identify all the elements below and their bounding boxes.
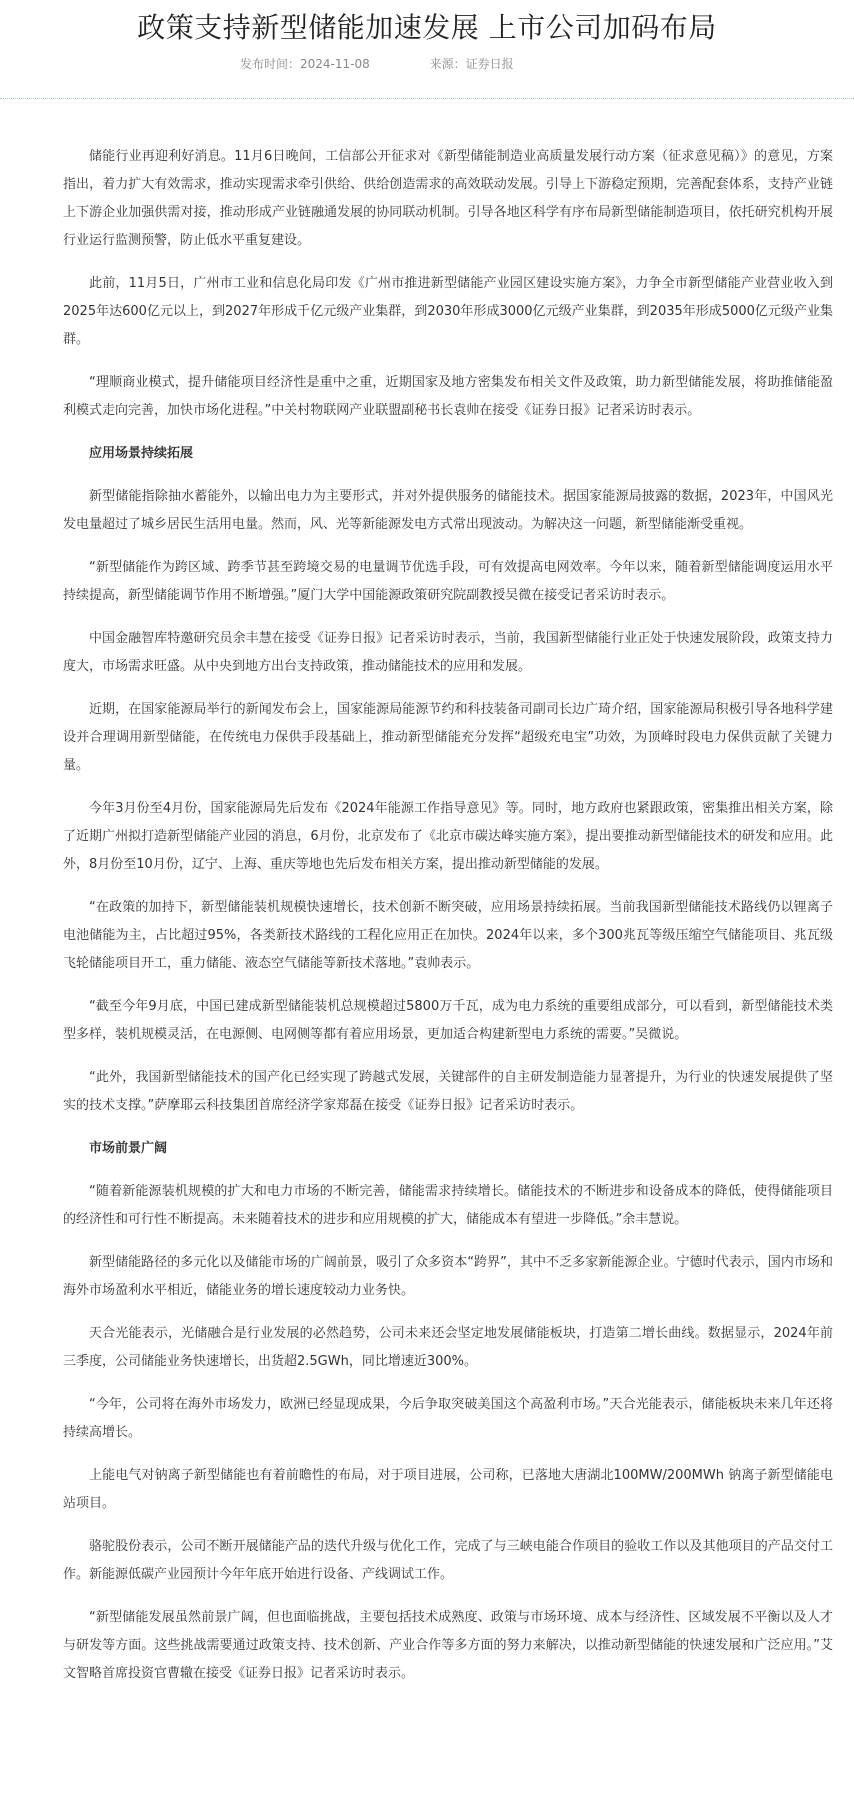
publish-time (240, 56, 370, 72)
article-title: 政策支持新型储能加速发展 上市公司加码布局 (137, 11, 717, 44)
publish-time-label: 发布时间： (240, 57, 301, 71)
section-heading: 应用场景持续拓展 (89, 446, 194, 461)
paragraph: 中国金融智库特邀研究员余丰慧在接受《证券日报》记者采访时表示，当前，我国新型储能行业正处于快速发展阶段，政策支持力度大，市场需求旺盛。从中央到地方出台支持政策，推动储能技术的应用和发展。 (63, 631, 833, 674)
paragraph: “新型储能发展虽然前景广阔，但也面临挑战，主要包括技术成熟度、政策与市场环境、成本与经济性、区域发展不平衡以及人才与研发等方面。这些挑战需要通过政策支持、技术创新、产业合作等多方面的努力来解决，以推动新型储能的快速发展和广泛应用。”艾文智略首席投资官曹辙在接受《证券日报》记者采访时表示。 (63, 1610, 833, 1681)
header-divider (0, 98, 854, 99)
paragraph: “今年，公司将在海外市场发力，欧洲已经显现成果，今后争取突破美国这个高盈利市场。”天合光能表示，储能板块未来几年还将持续高增长。 (63, 1397, 833, 1440)
paragraph: 新型储能路径的多元化以及储能市场的广阔前景，吸引了众多资本“跨界”，其中不乏多家新能源企业。宁德时代表示，国内市场和海外市场盈利水平相近，储能业务的增长速度较动力业务快。 (63, 1255, 833, 1298)
paragraph: 骆驼股份表示，公司不断开展储能产品的迭代升级与优化工作，完成了与三峡电能合作项目的验收工作以及其他项目的产品交付工作。新能源低碳产业园预计今年年底开始进行设备、产线调试工作。 (63, 1539, 833, 1582)
source-label: 来源： (429, 57, 466, 71)
paragraph: 储能行业再迎利好消息。11月6日晚间，工信部公开征求对《新型储能制造业高质量发展行动方案（征求意见稿）》的意见，方案指出，着力扩大有效需求，推动实现需求牵引供给、供给创造需求的高效联动发展。引导上下游稳定预期，完善配套体系，支持产业链上下游企业加强供需对接，推动形成产业链融通发展的协同联动机制。引导各地区科学有序布局新型储能制造项目，依托研究机构开展行业运行监测预警，防止低水平重复建设。 (63, 149, 833, 248)
paragraph: “理顺商业模式，提升储能项目经济性是重中之重，近期国家及地方密集发布相关文件及政策，助力新型储能发展，将助推储能盈利模式走向完善，加快市场化进程。”中关村物联网产业联盟副秘书长袁帅在接受《证券日报》记者采访时表示。 (63, 375, 833, 418)
article-header (0, 0, 854, 100)
paragraph: 此前，11月5日，广州市工业和信息化局印发《广州市推进新型储能产业园区建设实施方案》，力争全市新型储能产业营业收入到2025年达600亿元以上，到2027年形成千亿元级产业集群，到2030年形成3000亿元级产业集群，到2035年形成5000亿元级产业集群。 (63, 276, 833, 347)
paragraph: 新型储能指除抽水蓄能外，以输出电力为主要形式，并对外提供服务的储能技术。据国家能源局披露的数据，2023年，中国风光发电量超过了城乡居民生活用电量。然而，风、光等新能源发电方式常出现波动。为解决这一问题，新型储能渐受重视。 (63, 489, 833, 532)
publish-time-value: 2024-11-08 (300, 57, 370, 71)
article-body (63, 143, 833, 1703)
paragraph: 近期，在国家能源局举行的新闻发布会上，国家能源局能源节约和科技装备司副司长边广琦介绍，国家能源局积极引导各地科学建设并合理调用新型储能，在传统电力保供手段基础上，推动新型储能充分发挥“超级充电宝”功效，为顶峰时段电力保供贡献了关键力量。 (63, 702, 833, 773)
paragraph: “在政策的加持下，新型储能装机规模快速增长，技术创新不断突破，应用场景持续拓展。当前我国新型储能技术路线仍以锂离子电池储能为主，占比超过95%，各类新技术路线的工程化应用正在加快。2024年以来，多个300兆瓦等级压缩空气储能项目、兆瓦级飞轮储能项目开工，重力储能、液态空气储能等新技术落地。”袁帅表示。 (63, 900, 833, 971)
paragraph: 今年3月份至4月份，国家能源局先后发布《2024年能源工作指导意见》等。同时，地方政府也紧跟政策，密集推出相关方案，除了近期广州拟打造新型储能产业园的消息，6月份，北京发布了《北京市碳达峰实施方案》，提出要推动新型储能技术的研发和应用。此外，8月份至10月份，辽宁、上海、重庆等地也先后发布相关方案，提出推动新型储能的发展。 (63, 801, 833, 872)
paragraph: 天合光能表示，光储融合是行业发展的必然趋势，公司未来还会坚定地发展储能板块，打造第二增长曲线。数据显示，2024年前三季度，公司储能业务快速增长，出货超2.5GWh，同比增速近300%。 (63, 1326, 833, 1369)
section-heading: 市场前景广阔 (89, 1141, 168, 1156)
paragraph: 上能电气对钠离子新型储能也有着前瞻性的布局，对于项目进展，公司称，已落地大唐湖北100MW/200MWh 钠离子新型储能电站项目。 (63, 1468, 833, 1511)
paragraph: “此外，我国新型储能技术的国产化已经实现了跨越式发展，关键部件的自主研发制造能力显著提升，为行业的快速发展提供了坚实的技术支撑。”萨摩耶云科技集团首席经济学家郑磊在接受《证券日报》记者采访时表示。 (63, 1070, 833, 1113)
article-source (430, 56, 514, 72)
paragraph: “新型储能作为跨区域、跨季节甚至跨境交易的电量调节优选手段，可有效提高电网效率。今年以来，随着新型储能调度运用水平持续提高，新型储能调节作用不断增强。”厦门大学中国能源政策研究院副教授吴微在接受记者采访时表示。 (63, 560, 833, 603)
paragraph: “随着新能源装机规模的扩大和电力市场的不断完善，储能需求持续增长。储能技术的不断进步和设备成本的降低，使得储能项目的经济性和可行性不断提高。未来随着技术的进步和应用规模的扩大，储能成本有望进一步降低。”余丰慧说。 (63, 1184, 833, 1227)
article-meta (240, 56, 514, 72)
paragraph: “截至今年9月底，中国已建成新型储能装机总规模超过5800万千瓦，成为电力系统的重要组成部分，可以看到，新型储能技术类型多样，装机规模灵活，在电源侧、电网侧等都有着应用场景，更加适合构建新型电力系统的需要。”吴微说。 (63, 999, 833, 1042)
source-value: 证券日报 (465, 57, 514, 71)
